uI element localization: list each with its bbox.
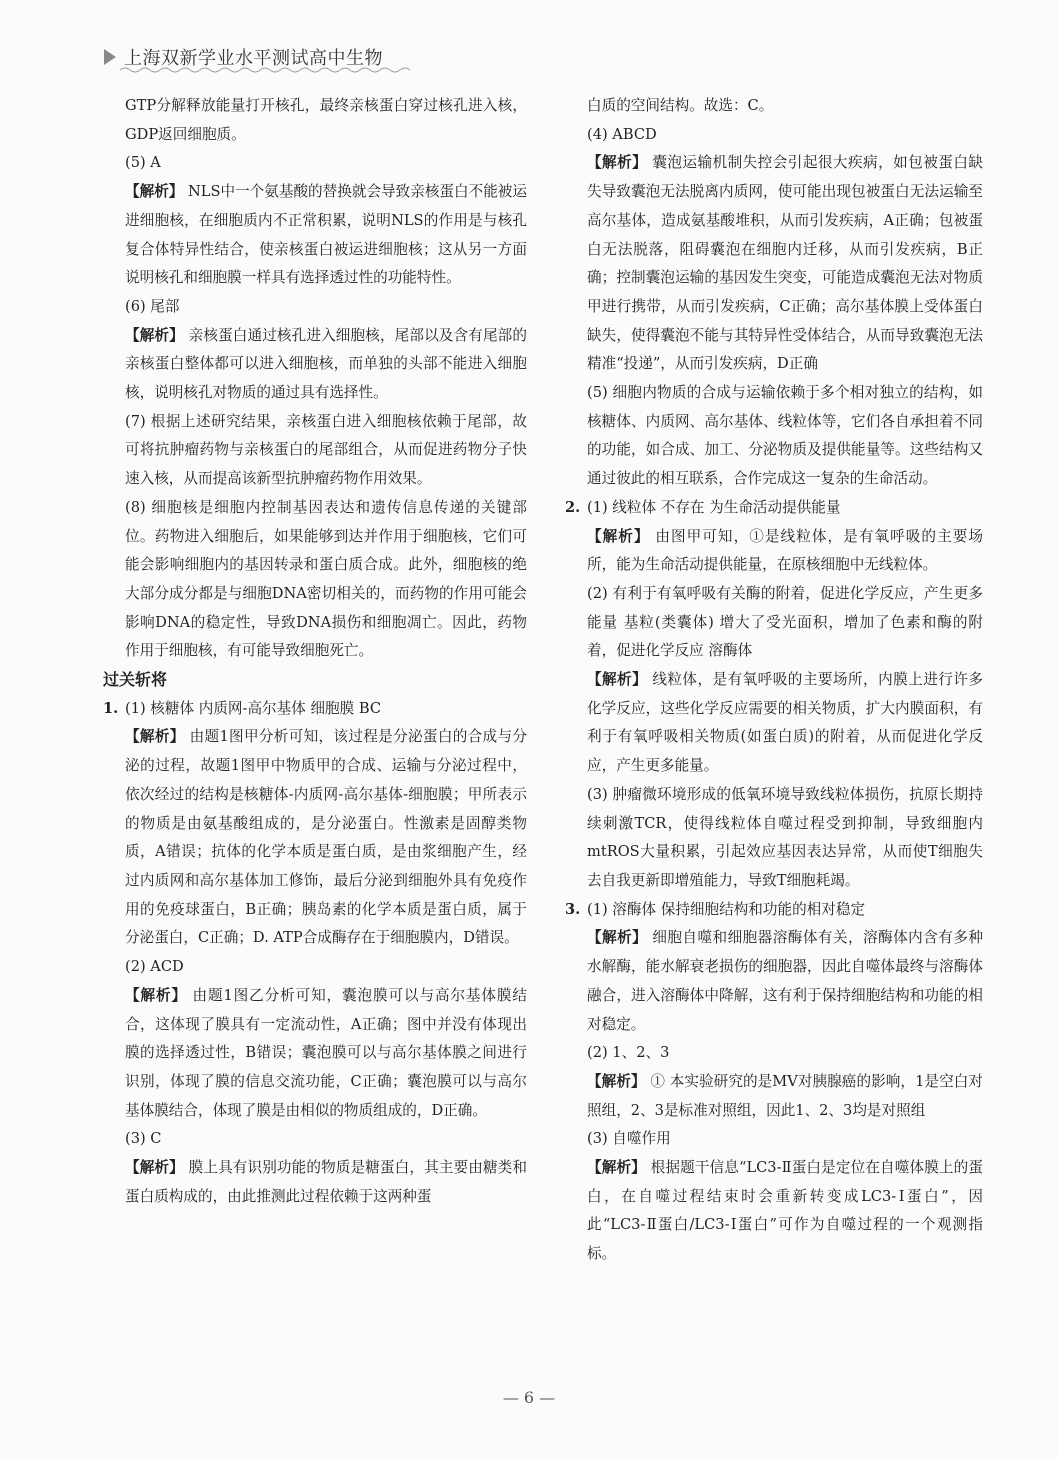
right-column: [565, 92, 983, 1269]
paragraph-text: (8) 细胞核是细胞内控制基因表达和遗传信息传递的关键部位。药物进入细胞后，如果能够到达并作用于细胞核，它们可能会影响细胞内的基因转录和蛋白质合成。此外，细胞核的绝大部分成分都是与细胞DNA密切相关的，而药物的作用可能会影响DNA的稳定性，导致DNA损伤和细胞凋亡。因此，药物作用于细胞核，有可能导致细胞死亡。: [125, 498, 527, 660]
paragraph-r2: [565, 121, 983, 150]
analysis-tag: 【解析】: [125, 183, 184, 201]
paragraph-r12: [565, 1039, 983, 1068]
paragraph-l12: [103, 982, 527, 1126]
page-number: — 6 —: [502, 1388, 556, 1407]
question-number: 2.: [565, 498, 581, 516]
paragraph-l4: [103, 293, 527, 322]
paragraph-text: 白质的空间结构。故选：C。: [587, 97, 774, 114]
paragraph-l6: [103, 408, 527, 494]
paragraph-text: (2) ACD: [125, 958, 184, 976]
analysis-tag: 【解析】: [587, 1072, 646, 1090]
paragraph-r15: [565, 1154, 983, 1269]
paragraph-text: 囊泡运输机制失控会引起很大疾病，如包被蛋白缺失导致囊泡无法脱离内质网，使可能出现包被蛋白无法运输至高尔基体，造成氨基酸堆积，从而引发疾病，A正确；包被蛋白无法脱落，阻碍囊泡在细胞内迁移，从而引发疾病，B正确；控制囊泡运输的基因发生突变，可能造成囊泡无法对物质甲进行携带，从而引发疾病，C正确；高尔基体膜上受体蛋白缺失，使得囊泡不能与其特异性受体结合，从而导致囊泡无法精准“投递”，从而引发疾病，D正确: [587, 154, 983, 373]
paragraph-r7: [565, 580, 983, 666]
paragraph-text: (1) 线粒体 不存在 为生命活动提供能量: [587, 498, 841, 516]
paragraph-l14: [103, 1154, 527, 1211]
paragraph-text: ① 本实验研究的是MV对胰腺癌的影响，1是空白对照组，2、3是标准对照组，因此1、2、3均是对照组: [587, 1072, 983, 1119]
paragraph-l11: [103, 953, 527, 982]
paragraph-text: (7) 根据上述研究结果，亲核蛋白进入细胞核依赖于尾部，故可将抗肿瘤药物与亲核蛋白的尾部组合，从而促进药物分子快速入核，从而提高该新型抗肿瘤药物作用效果。: [125, 412, 527, 488]
analysis-tag: 【解析】: [587, 1159, 646, 1177]
analysis-tag: 【解析】: [587, 929, 648, 947]
paragraph-text: (1) 溶酶体 保持细胞结构和功能的相对稳定: [587, 900, 866, 918]
paragraph-r13: [565, 1068, 983, 1125]
analysis-tag: 【解析】: [125, 728, 185, 746]
header-wave-decoration: [120, 66, 410, 74]
paragraph-text: 由图甲可知，①是线粒体，是有氧呼吸的主要场所，能为生命活动提供能量，在原核细胞中无线粒体。: [587, 527, 983, 574]
paragraph-text: (2) 1、2、3: [587, 1044, 670, 1062]
paragraph-l9: [103, 695, 527, 724]
paragraph-l2: [103, 149, 527, 178]
paragraph-text: (6) 尾部: [125, 297, 180, 315]
triangle-icon: [104, 49, 116, 65]
paragraph-text: 由题1图乙分析可知，囊泡膜可以与高尔基体膜结合，这体现了膜具有一定流动性，A正确；图中并没有体现出膜的选择透过性，B错误；囊泡膜可以与高尔基体膜之间进行识别，体现了膜的信息交流功能，C正确；囊泡膜可以与高尔基体膜结合，体现了膜是由相似的物质组成的，D正确。: [125, 986, 527, 1119]
paragraph-r10: [565, 896, 983, 925]
question-number: 3.: [565, 900, 581, 918]
paragraph-r4: [565, 379, 983, 494]
paragraph-text: NLS中一个氨基酸的替换就会导致亲核蛋白不能被运进细胞核，在细胞质内不正常积累，说明NLS的作用是与核孔复合体特异性结合，使亲核蛋白被运进细胞核；这从另一方面说明核孔和细胞膜一样具有选择透过性的功能特性。: [125, 183, 527, 287]
paragraph-text: 过关斩将: [103, 670, 168, 690]
paragraph-r11: [565, 924, 983, 1039]
paragraph-text: 线粒体，是有氧呼吸的主要场所，内膜上进行许多化学反应，这些化学反应需要的相关物质，扩大内膜面积，有利于有氧呼吸相关物质(如蛋白质)的附着，从而促进化学反应，产生更多能量。: [587, 671, 983, 775]
paragraph-text: 细胞自噬和细胞器溶酶体有关，溶酶体内含有多种水解酶，能水解衰老损伤的细胞器，因此自噬体最终与溶酶体融合，进入溶酶体中降解，这有利于保持细胞结构和功能的相对稳定。: [587, 929, 983, 1033]
paragraph-text: (3) 肿瘤微环境形成的低氧环境导致线粒体损伤，抗原长期持续刺激TCR，使得线粒体自噬过程受到抑制，导致细胞内mtROS大量积累，引起效应基因表达异常，从而使T细胞失去自我更新即增殖能力，导致T细胞耗竭。: [587, 785, 983, 889]
paragraph-l7: [103, 494, 527, 666]
paragraph-r3: [565, 149, 983, 379]
question-number: 1.: [103, 699, 119, 717]
paragraph-text: (5) A: [125, 154, 161, 172]
paragraph-text: GTP分解释放能量打开核孔，最终亲核蛋白穿过核孔进入核，GDP返回细胞质。: [125, 97, 527, 143]
paragraph-text: (4) ABCD: [587, 125, 657, 143]
paragraph-r9: [565, 781, 983, 896]
analysis-tag: 【解析】: [125, 326, 184, 344]
analysis-tag: 【解析】: [587, 671, 648, 689]
analysis-tag: 【解析】: [125, 986, 187, 1004]
paragraph-text: 由题1图甲分析可知，该过程是分泌蛋白的合成与分泌的过程，故题1图甲中物质甲的合成、运输与分泌过程中，依次经过的结构是核糖体-内质网-高尔基体-细胞膜；甲所表示的物质是由氨基酸组成的，是分泌蛋白。性激素是固醇类物质，A错误；抗体的化学本质是蛋白质，是由浆细胞产生，经过内质网和高尔基体加工修饰，最后分泌到细胞外具有免疫作用的免疫球蛋白，B正确；胰岛素的化学本质是蛋白质，属于分泌蛋白，C正确；D. ATP合成酶存在于细胞膜内，D错误。: [125, 728, 527, 947]
left-column: [103, 92, 527, 1211]
paragraph-r5: [565, 494, 983, 523]
analysis-tag: 【解析】: [587, 527, 650, 545]
paragraph-l3: [103, 178, 527, 293]
analysis-tag: 【解析】: [125, 1159, 184, 1177]
paragraph-text: 亲核蛋白通过核孔进入细胞核，尾部以及含有尾部的亲核蛋白整体都可以进入细胞核，而单独的头部不能进入细胞核，说明核孔对物质的通过具有选择性。: [125, 326, 527, 402]
paragraph-l8: [103, 666, 527, 695]
paragraph-text: (3) C: [125, 1130, 162, 1148]
paragraph-text: 根据题干信息“LC3-Ⅱ蛋白是定位在自噬体膜上的蛋白，在自噬过程结束时会重新转变成LC3-Ⅰ蛋白”，因此“LC3-Ⅱ蛋白/LC3-Ⅰ蛋白”可作为自噬过程的一个观测指标。: [587, 1159, 983, 1263]
paragraph-r6: [565, 523, 983, 580]
analysis-tag: 【解析】: [587, 154, 648, 172]
paragraph-text: (1) 核糖体 内质网-高尔基体 细胞膜 BC: [125, 699, 382, 717]
paragraph-l5: [103, 322, 527, 408]
paragraph-l10: [103, 723, 527, 953]
paragraph-text: (5) 细胞内物质的合成与运输依赖于多个相对独立的结构，如核糖体、内质网、高尔基体、线粒体等，它们各自承担着不同的功能，如合成、加工、分泌物质及提供能量等。这些结构又通过彼此的相互联系，合作完成这一复杂的生命活动。: [587, 384, 983, 488]
paragraph-l1: [103, 92, 527, 149]
paragraph-r14: [565, 1125, 983, 1154]
paragraph-l13: [103, 1125, 527, 1154]
header-title: 上海双新学业水平测试高中生物: [124, 48, 383, 69]
paragraph-r1: [565, 92, 983, 121]
paragraph-r8: [565, 666, 983, 781]
paragraph-text: 膜上具有识别功能的物质是糖蛋白，其主要由糖类和蛋白质构成的，由此推测此过程依赖于这两种蛋: [125, 1159, 527, 1205]
paragraph-text: (3) 自噬作用: [587, 1130, 671, 1148]
paragraph-text: (2) 有利于有氧呼吸有关酶的附着，促进化学反应，产生更多能量 基粒(类囊体) 增大了受光面积，增加了色素和酶的附着，促进化学反应 溶酶体: [587, 584, 983, 660]
